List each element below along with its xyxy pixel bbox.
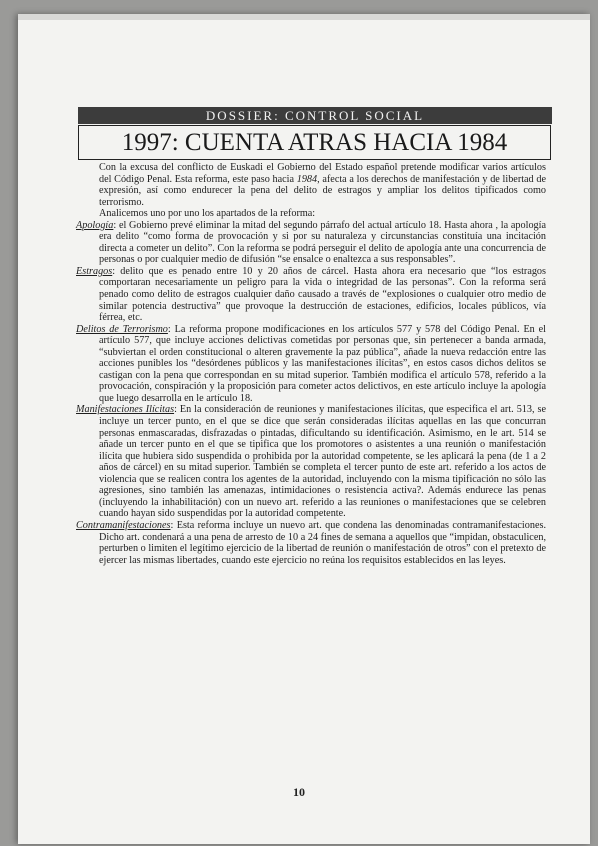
- section-term: Contramanifestaciones: [76, 519, 171, 531]
- year-emphasis: 1984: [296, 173, 318, 185]
- article-body: [76, 162, 546, 566]
- section-term: Manifestaciones Ilícitas: [76, 404, 175, 416]
- section-term: Apología: [76, 219, 114, 231]
- section-banner: DOSSIER: CONTROL SOCIAL: [78, 107, 552, 124]
- section-estragos: Estragos: delito que es penado entre 10 y 20 años de cárcel. Hasta ahora era necesario que “los estragos comportaran necesariamente un peligro para la vida o integridad de las personas”. Con la reforma será penado como delito de estragos cualquier daño causado a través de “explosiones o cualquier otro medio de similar potencia destructiva” que provoque la destrucción de estaciones, edificios, locales públicos, vía férrea, etc.: [76, 265, 546, 324]
- intro-paragraph: Con la excusa del conflicto de Euskadi el Gobierno del Estado español pretende modificar varios artículos del Código Penal. Esta reforma, este paso hacia 1984, afecta a los derechos de manifestación y de libertad de expresión, así como endurecer la pena del delito de estragos y ampliar los delitos tipificados como terrorismo.: [99, 162, 546, 208]
- section-term: Estragos: [76, 265, 113, 277]
- article-title: 1997: CUENTA ATRAS HACIA 1984: [78, 125, 551, 160]
- section-terrorismo: Delitos de Terrorismo: La reforma propone modificaciones en los artículos 577 y 578 del Código Penal. En el artículo 577, que incluye acciones delictivas cometidas por personas que, sin pertenecer a banda armada, “subviertan el orden constitucional o alteren gravemente la paz pública”, añade la nueva redacción entre las acciones punibles los “desórdenes públicos y las manifestaciones ilícitas”, en estos casos dichos delitos se castigan con la pena que correspondan en su mitad superior. También modifica el artículo 578, referido a la provocación, conspiración y la proposición para cometer actos delictivos, en este artículo incluye la apología que luego desarrolla en le artículo 18.: [76, 323, 546, 404]
- section-manifestaciones: Manifestaciones Ilícitas: En la consideración de reuniones y manifestaciones ilícitas, que especifica el art. 513, se incluye un tercer punto, en el que se dice que serán consideradas ilícitas aquellas en las que concurran personas enmascaradas, disfrazadas o pintadas, dificultando su identificación. Asimismo, en le art. 514 se añade un tercer punto en el que se tipifica que los promotores o asistentes a una reunión o manifestación ilícita que hubiera sido suspendida o prohibida por la autoridad competente, se les aplicará la pena (de 1 a 2 años de cárcel) en su mitad superior. También se completa el tercer punto de este art. referido a los actos de violencia que se realicen contra los agentes de la autoridad, incluyendo con la misma tipificación no sólo las agresiones, sino también las amenazas, intimidaciones o resistencia activa?. Además endurece las penas (incluyendo la inhabilitación) con un nuevo art. referido a las reuniones o manifestaciones que se celebren cuando hayan sido suspendidas por la autoridad competente.: [76, 404, 546, 520]
- intro-lead: Analicemos uno por uno los apartados de la reforma:: [99, 208, 316, 220]
- section-contramanifestaciones: Contramanifestaciones: Esta reforma incluye un nuevo art. que condena las denominadas contramanifestaciones. Dicho art. condenará a una pena de arresto de 10 a 24 fines de semana a aquellos que “impidan, obstaculicen, perturben o limiten el legítimo ejercicio de la libertad de reunión o manifestación de otros” con el pretexto de ejercer las mismas libertades, cuando este ejercicio no reúna los requisitos establecidos en las leyes.: [76, 519, 546, 566]
- page-top-edge: [18, 14, 590, 20]
- section-term: Delitos de Terrorismo: [76, 323, 168, 335]
- section-apologia: Apología: el Gobierno prevé eliminar la mitad del segundo párrafo del actual artículo 18. Hasta ahora , la apología era delito “como forma de provocación y si por su naturaleza y circunstancias constituía una incitación directa a cometer un delito”. Con la reforma se podrá perseguir el delito de apología ante una concurrencia de personas o por cualquier medio de difusión “se ensalce o enaltezca a sus responsables”.: [76, 219, 546, 266]
- page-number: 10: [293, 785, 305, 799]
